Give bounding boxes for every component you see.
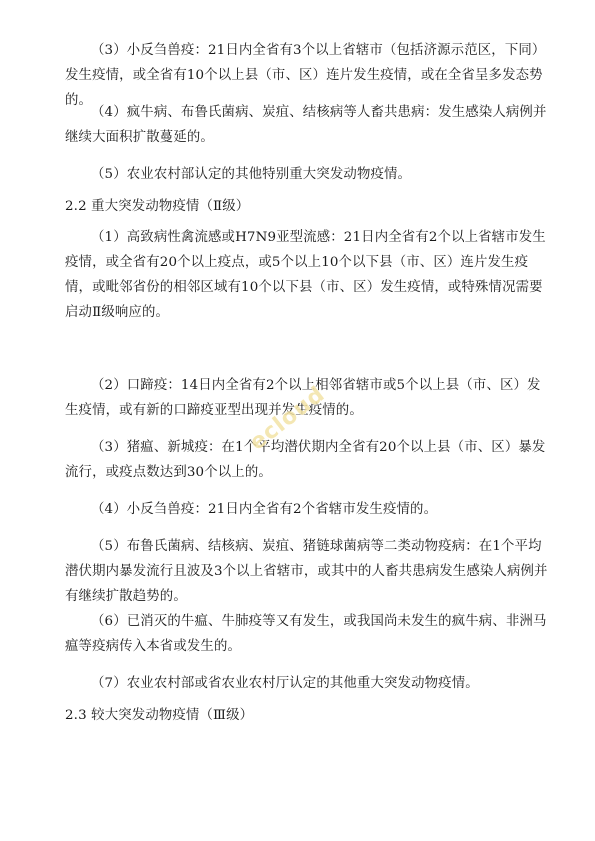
paragraph-other-level2: （7）农业农村部或省农业农村厅认定的其他重大突发动物疫情。 [91,676,479,691]
section-heading-2-3: 2.3 较大突发动物疫情（Ⅲ级） [65,708,254,723]
paragraph-swine-fever-level2: （3）猪瘟、新城疫：在1个平均潜伏期内全省有20个以上县（市、区）暴发流行，或疫点数达到30个以上的。 [65,440,546,480]
paragraph-small-ruminant-plague-level2: （4）小反刍兽疫：21日内全省有2个省辖市发生疫情的。 [91,502,438,517]
watermark-logo: ecloud [245,381,330,456]
paragraph-avian-influenza-level2: （1）高致病性禽流感或H7N9亚型流感：21日内全省有2个以上省辖市发生疫情，或全省有20个以上疫点，或5个以上10个以下县（市、区）连片发生疫情，或毗邻省份的相邻区域有10个以下县（市、区）发生疫情，或特殊情况需要启动Ⅱ级响应的。 [65,230,546,320]
paragraph-foot-and-mouth-level2: （2）口蹄疫：14日内全省有2个以上相邻省辖市或5个以上县（市、区）发生疫情，或有新的口蹄疫亚型出现并发生疫情的。 [65,378,541,418]
paragraph-eradicated-diseases-level2: （6）已消灭的牛瘟、牛肺疫等又有发生，或我国尚未发生的疯牛病、非洲马瘟等疫病传入本省或发生的。 [65,614,547,654]
section-heading-2-2: 2.2 重大突发动物疫情（Ⅱ级） [65,199,250,214]
paragraph-zoonosis-level1: （4）疯牛病、布鲁氏菌病、炭疽、结核病等人畜共患病：发生感染人病例并继续大面积扩散蔓延的。 [65,105,547,145]
paragraph-other-level1: （5）农业农村部认定的其他特别重大突发动物疫情。 [91,167,412,182]
paragraph-small-ruminant-plague-level1: （3）小反刍兽疫：21日内全省有3个以上省辖市（包括济源示范区，下同）发生疫情，或全省有10个以上县（市、区）连片发生疫情，或在全省呈多发态势的。 [65,43,546,108]
paragraph-class-two-diseases-level2: （5）布鲁氏菌病、结核病、炭疽、猪链球菌病等二类动物疫病：在1个平均潜伏期内暴发流行且波及3个以上省辖市，或其中的人畜共患病发生感染人病例并有继续扩散趋势的。 [65,539,548,604]
